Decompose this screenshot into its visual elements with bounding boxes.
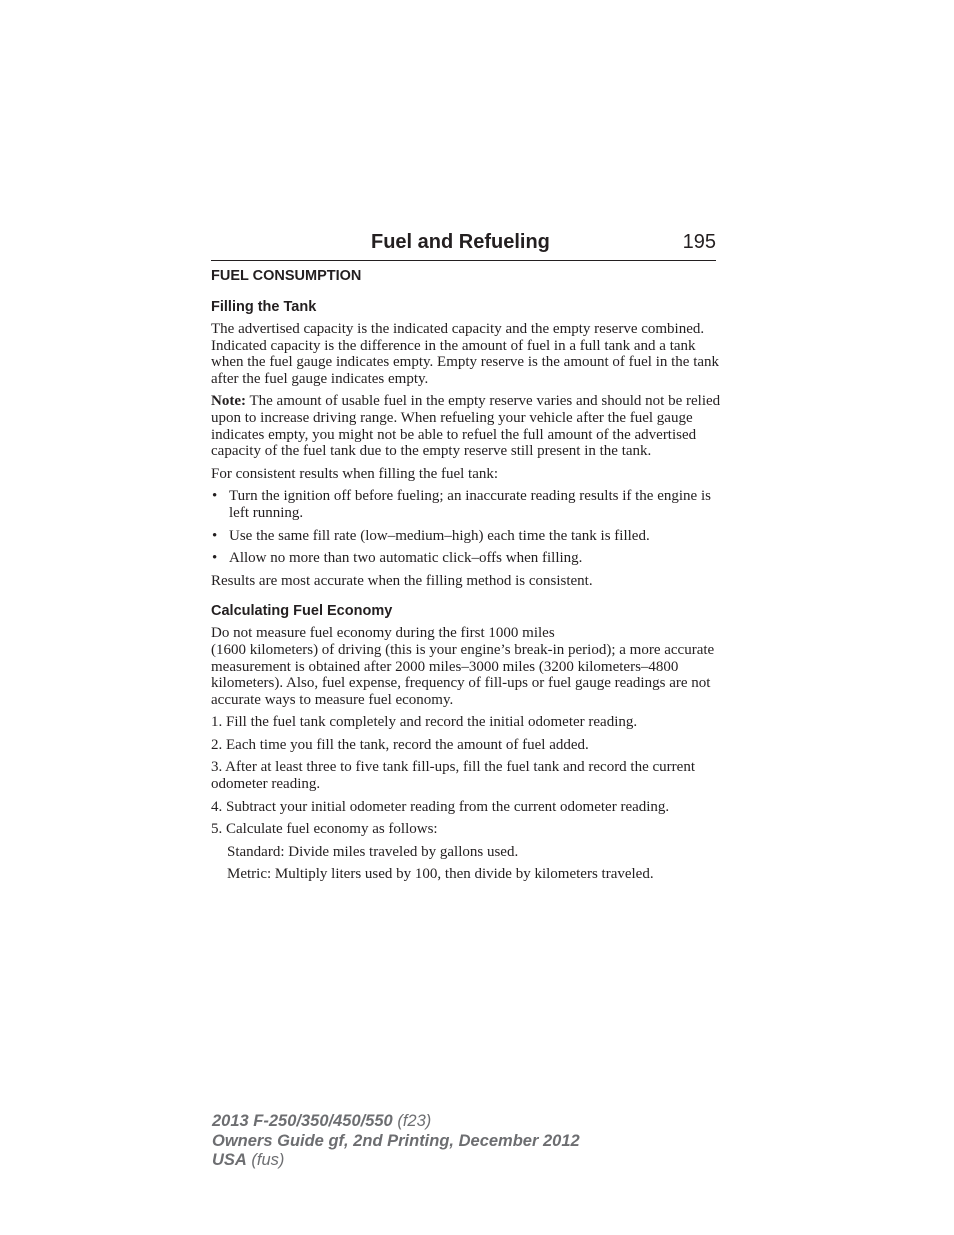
filling-heading: Filling the Tank [211, 299, 317, 315]
step-item: 5. Calculate fuel economy as follows: [211, 821, 438, 838]
footer-model: 2013 F-250/350/450/550 [212, 1112, 393, 1130]
bullet-icon: • [212, 488, 218, 505]
bullet-icon: • [212, 527, 218, 544]
footer-market: USA [212, 1151, 247, 1169]
footer-guide-line: Owners Guide gf, 2nd Printing, December 2012 [212, 1131, 580, 1150]
bullet-text: Allow no more than two automatic click–offs when filling. [229, 550, 583, 567]
bullet-text: Turn the ignition off before fueling; an inaccurate reading results if the engine is left running. [229, 488, 711, 521]
page-header [211, 229, 716, 261]
bullet-text: Use the same fill rate (low–medium–high) each time the tank is filled. [229, 527, 650, 544]
step-item: 3. After at least three to five tank fill-ups, fill the fuel tank and record the current odometer reading. [211, 759, 695, 793]
note-text: The amount of usable fuel in the empty reserve varies and should not be relied upon to increase driving range. When refueling your vehicle after the fuel gauge indicates empty, you might not be able to refuel the full amount of the advertised capacity of the fuel tank due to the empty reserve still present in the tank. [211, 393, 721, 460]
list-item [211, 550, 721, 567]
chapter-title: Fuel and Refueling [371, 231, 550, 253]
page-footer [212, 1112, 580, 1171]
standard-formula: Standard: Divide miles traveled by gallons used. [227, 843, 519, 860]
section-heading: FUEL CONSUMPTION [211, 268, 362, 284]
page-number: 195 [682, 231, 716, 253]
filling-result: Results are most accurate when the filling method is consistent. [211, 572, 593, 589]
footer-model-code: (f23) [392, 1112, 432, 1130]
capacity-paragraph: The advertised capacity is the indicated capacity and the empty reserve combined. Indicated capacity is the difference in the amount of fuel in a full tank and a tank when the fuel gauge indicates empty. Empty reserve is the amount of fuel in the tank after the fuel gauge indicates empty. [211, 321, 720, 387]
step-item: 1. Fill the fuel tank completely and record the initial odometer reading. [211, 714, 638, 731]
list-item [211, 488, 721, 521]
economy-intro-line1: Do not measure fuel economy during the first 1000 miles [211, 625, 555, 642]
list-item [211, 528, 721, 545]
economy-intro [211, 625, 721, 708]
footer-market-code: (fus) [246, 1151, 285, 1169]
step-item: 4. Subtract your initial odometer reading from the current odometer reading. [211, 798, 670, 815]
economy-heading: Calculating Fuel Economy [211, 603, 393, 620]
metric-formula: Metric: Multiply liters used by 100, then divide by kilometers traveled. [227, 866, 654, 883]
filling-intro: For consistent results when filling the fuel tank: [211, 465, 499, 482]
footer-model-line [212, 1112, 580, 1132]
step-item: 2. Each time you fill the tank, record the amount of fuel added. [211, 736, 589, 753]
economy-intro-rest: (1600 kilometers) of driving (this is your engine’s break-in period); a more accurate measurement is obtained after 2000 miles–3000 miles (3200 kilometers–4800 kilometers). Also, fuel expense, frequency of fill-ups or fuel gauge readings are not accurate ways to measure fuel economy. [211, 641, 715, 708]
bullet-icon: • [212, 550, 218, 567]
note-paragraph [211, 393, 721, 459]
page-content [211, 267, 721, 889]
note-label: Note: [211, 393, 246, 410]
footer-market-line [212, 1151, 580, 1171]
